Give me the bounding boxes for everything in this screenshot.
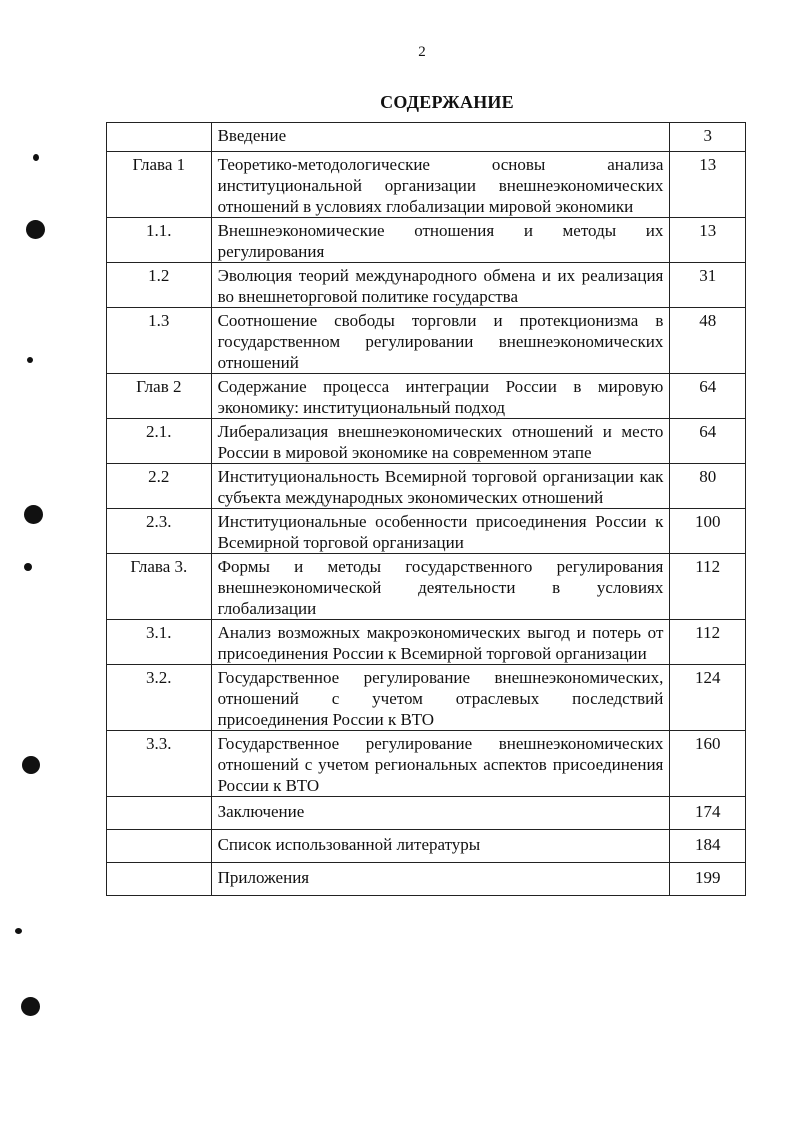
toc-row	[107, 464, 746, 509]
toc-row	[107, 509, 746, 554]
toc-title: Теоретико-методологические основы анализа институциональной организации внешнеэкономических отношений в условиях глобализации мировой экономики	[211, 152, 670, 218]
toc-page: 112	[670, 554, 746, 620]
toc-number	[107, 863, 212, 896]
toc-number: 2.1.	[107, 419, 212, 464]
toc-page: 13	[670, 218, 746, 263]
toc-title: Государственное регулирование внешнеэкономических, отношений с учетом отраслевых последствий присоединения России к ВТО	[211, 665, 670, 731]
toc-number	[107, 830, 212, 863]
toc-title: Либерализация внешнеэкономических отношений и место России в мировой экономике на современном этапе	[211, 419, 670, 464]
toc-page: 64	[670, 419, 746, 464]
toc-page: 184	[670, 830, 746, 863]
toc-number: 3.2.	[107, 665, 212, 731]
page-number: 2	[418, 44, 426, 60]
toc-title: Институциональные особенности присоединения России к Всемирной торговой организации	[211, 509, 670, 554]
toc-number: 2.2	[107, 464, 212, 509]
toc-row	[107, 152, 746, 218]
scan-speck	[33, 154, 39, 161]
table-of-contents	[106, 122, 746, 896]
toc-page: 199	[670, 863, 746, 896]
toc-row	[107, 218, 746, 263]
document-title: СОДЕРЖАНИЕ	[380, 92, 514, 112]
toc-number: 3.3.	[107, 731, 212, 797]
toc-number	[107, 797, 212, 830]
toc-row	[107, 665, 746, 731]
toc-row	[107, 308, 746, 374]
toc-number: 3.1.	[107, 620, 212, 665]
toc-row	[107, 374, 746, 419]
scan-speck	[24, 563, 32, 571]
scan-speck	[15, 928, 22, 934]
toc-page: 31	[670, 263, 746, 308]
toc-title: Формы и методы государственного регулирования внешнеэкономической деятельности в условиях глобализации	[211, 554, 670, 620]
toc-title: Приложения	[211, 863, 670, 896]
toc-page: 174	[670, 797, 746, 830]
toc-title: Государственное регулирование внешнеэкономических отношений с учетом региональных аспектов присоединения России к ВТО	[211, 731, 670, 797]
toc-page: 100	[670, 509, 746, 554]
toc-number: Глава 3.	[107, 554, 212, 620]
toc-row	[107, 263, 746, 308]
toc-title: Эволюция теорий международного обмена и их реализация во внешнеторговой политике государства	[211, 263, 670, 308]
toc-title: Содержание процесса интеграции России в мировую экономику: институциональный подход	[211, 374, 670, 419]
toc-number: Глав 2	[107, 374, 212, 419]
toc-page: 80	[670, 464, 746, 509]
toc-title: Заключение	[211, 797, 670, 830]
hole-punch-mark	[21, 997, 40, 1016]
toc-row	[107, 123, 746, 152]
toc-row	[107, 863, 746, 896]
toc-title: Соотношение свободы торговли и протекционизма в государственном регулировании внешнеэкономических отношений	[211, 308, 670, 374]
toc-number: 2.3.	[107, 509, 212, 554]
toc-row	[107, 419, 746, 464]
toc-title: Введение	[211, 123, 670, 152]
toc-title: Институциональность Всемирной торговой организации как субъекта международных экономических отношений	[211, 464, 670, 509]
scan-speck	[27, 357, 33, 363]
toc-title: Список использованной литературы	[211, 830, 670, 863]
toc-row	[107, 731, 746, 797]
toc-number: Глава 1	[107, 152, 212, 218]
toc-number: 1.3	[107, 308, 212, 374]
toc-row	[107, 797, 746, 830]
toc-page: 64	[670, 374, 746, 419]
toc-page: 160	[670, 731, 746, 797]
toc-row	[107, 620, 746, 665]
toc-title: Анализ возможных макроэкономических выгод и потерь от присоединения России к Всемирной торговой организации	[211, 620, 670, 665]
toc-page: 124	[670, 665, 746, 731]
toc-number	[107, 123, 212, 152]
hole-punch-mark	[22, 756, 40, 774]
toc-row	[107, 554, 746, 620]
toc-page: 48	[670, 308, 746, 374]
toc-number: 1.2	[107, 263, 212, 308]
hole-punch-mark	[24, 505, 43, 524]
toc-title: Внешнеэкономические отношения и методы их регулирования	[211, 218, 670, 263]
toc-page: 13	[670, 152, 746, 218]
toc-number: 1.1.	[107, 218, 212, 263]
hole-punch-mark	[26, 220, 45, 239]
toc-page: 112	[670, 620, 746, 665]
toc-page: 3	[670, 123, 746, 152]
toc-row	[107, 830, 746, 863]
